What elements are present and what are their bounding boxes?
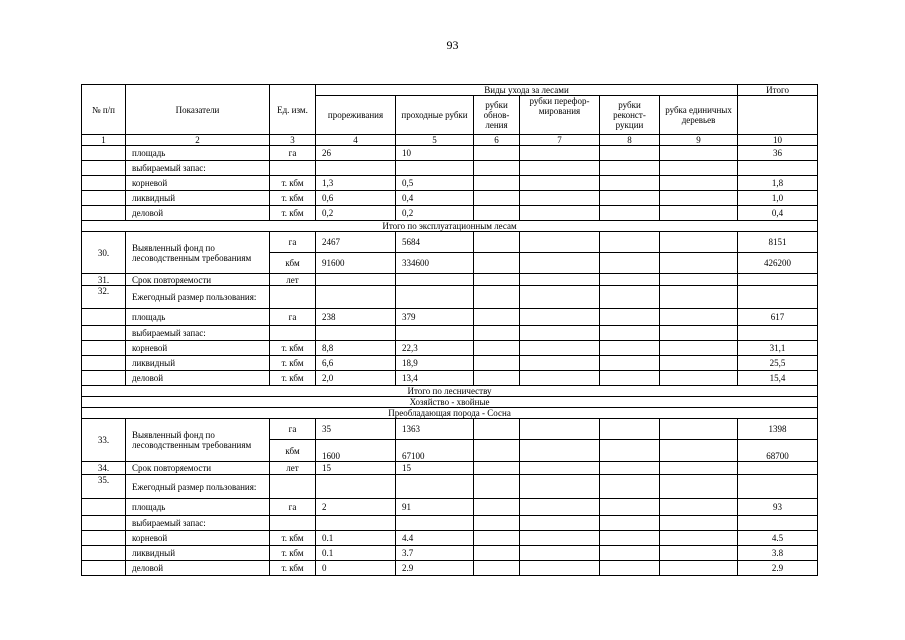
table-row — [82, 161, 818, 176]
total-cell: 25,5 — [738, 356, 818, 371]
section-row — [82, 386, 818, 397]
value-cell: 379 — [396, 309, 474, 326]
table-row — [82, 206, 818, 221]
value-cell: 15 — [316, 462, 396, 475]
row-unit: лет — [270, 274, 316, 286]
row-label: выбираемый запас: — [126, 516, 270, 531]
total-cell: 93 — [738, 499, 818, 516]
value-cell: 5684 — [396, 232, 474, 253]
row-unit: т. кбм — [270, 371, 316, 386]
total-cell: 1,0 — [738, 191, 818, 206]
row-unit: кбм — [270, 253, 316, 274]
value-cell: 6,6 — [316, 356, 396, 371]
col-number: 9 — [660, 135, 738, 146]
row-unit: т. кбм — [270, 546, 316, 561]
value-cell: 1600 — [316, 440, 396, 462]
row-label: площадь — [126, 499, 270, 516]
total-cell: 36 — [738, 146, 818, 161]
table-row — [82, 191, 818, 206]
header-total: Итого — [738, 85, 818, 96]
row-number: 31. — [82, 274, 126, 286]
value-cell: 0,2 — [316, 206, 396, 221]
row-unit: га — [270, 309, 316, 326]
row-number: 34. — [82, 462, 126, 475]
header-row — [82, 85, 818, 96]
row-label: площадь — [126, 146, 270, 161]
header-type: прореживания — [316, 96, 396, 135]
col-number: 2 — [126, 135, 270, 146]
header-num: № п/п — [82, 85, 126, 135]
col-number: 1 — [82, 135, 126, 146]
row-unit: га — [270, 146, 316, 161]
col-number: 8 — [600, 135, 660, 146]
section-title: Итого по эксплуатационным лесам — [82, 221, 818, 232]
header-type: рубки перефор-мирования — [520, 96, 600, 135]
row-label: ликвидный — [126, 546, 270, 561]
row-unit: т. кбм — [270, 356, 316, 371]
col-number: 4 — [316, 135, 396, 146]
column-numbers-row — [82, 135, 818, 146]
table-row — [82, 371, 818, 386]
row-unit: га — [270, 499, 316, 516]
value-cell: 2.9 — [396, 561, 474, 576]
value-cell: 26 — [316, 146, 396, 161]
value-cell: 22,3 — [396, 341, 474, 356]
table-row — [82, 356, 818, 371]
header-unit: Ед. изм. — [270, 85, 316, 135]
col-number: 3 — [270, 135, 316, 146]
row-label: Ежегодный размер пользования: — [126, 286, 270, 309]
header-group: Виды ухода за лесами — [316, 85, 738, 96]
section-row — [82, 397, 818, 408]
table-row — [82, 326, 818, 341]
section-row — [82, 408, 818, 419]
value-cell: 18,9 — [396, 356, 474, 371]
value-cell: 1363 — [396, 419, 474, 440]
total-cell: 68700 — [738, 440, 818, 462]
row-unit: т. кбм — [270, 191, 316, 206]
table-row — [82, 146, 818, 161]
table-row — [82, 274, 818, 286]
row-label: Срок повторяемости — [126, 274, 270, 286]
value-cell: 0 — [316, 561, 396, 576]
row-label: деловой — [126, 206, 270, 221]
table-row — [82, 531, 818, 546]
total-cell: 1,8 — [738, 176, 818, 191]
value-cell: 35 — [316, 419, 396, 440]
row-label: деловой — [126, 371, 270, 386]
table-row — [82, 561, 818, 576]
value-cell: 67100 — [396, 440, 474, 462]
total-cell: 617 — [738, 309, 818, 326]
total-cell: 31,1 — [738, 341, 818, 356]
table-row — [82, 419, 818, 440]
value-cell: 0,6 — [316, 191, 396, 206]
row-label: площадь — [126, 309, 270, 326]
header-indicator: Показатели — [126, 85, 270, 135]
total-cell: 15,4 — [738, 371, 818, 386]
row-label: деловой — [126, 561, 270, 576]
total-cell: 8151 — [738, 232, 818, 253]
value-cell: 2467 — [316, 232, 396, 253]
section-title: Преобладающая порода - Сосна — [82, 408, 818, 419]
value-cell: 238 — [316, 309, 396, 326]
value-cell: 15 — [396, 462, 474, 475]
page-number: 93 — [446, 38, 459, 52]
header-empty — [738, 96, 818, 135]
value-cell: 91 — [396, 499, 474, 516]
row-number: 35. — [82, 475, 126, 499]
col-number: 5 — [396, 135, 474, 146]
row-unit: т. кбм — [270, 206, 316, 221]
table-row — [82, 475, 818, 499]
total-cell: 426200 — [738, 253, 818, 274]
row-unit: т. кбм — [270, 176, 316, 191]
value-cell: 91600 — [316, 253, 396, 274]
value-cell: 334600 — [396, 253, 474, 274]
value-cell: 0.1 — [316, 546, 396, 561]
row-label: Выявленный фонд по лесоводственным требованиям — [126, 232, 270, 274]
row-label: выбираемый запас: — [126, 161, 270, 176]
total-cell: 1398 — [738, 419, 818, 440]
total-cell: 4.5 — [738, 531, 818, 546]
table-row — [82, 516, 818, 531]
table-row — [82, 286, 818, 309]
row-number: 30. — [82, 232, 126, 274]
value-cell: 3.7 — [396, 546, 474, 561]
row-label: выбираемый запас: — [126, 326, 270, 341]
col-number: 6 — [474, 135, 520, 146]
value-cell: 0,5 — [396, 176, 474, 191]
row-label: Ежегодный размер пользования: — [126, 475, 270, 499]
col-number: 7 — [520, 135, 600, 146]
table-row — [82, 462, 818, 475]
forest-care-table — [81, 84, 818, 576]
row-label: Срок повторяемости — [126, 462, 270, 475]
row-number: 32. — [82, 286, 126, 309]
row-unit: т. кбм — [270, 561, 316, 576]
value-cell: 10 — [396, 146, 474, 161]
section-title: Итого по лесничеству — [82, 386, 818, 397]
row-unit: лет — [270, 462, 316, 475]
section-row — [82, 221, 818, 232]
value-cell: 0,2 — [396, 206, 474, 221]
value-cell: 0,4 — [396, 191, 474, 206]
table-row — [82, 341, 818, 356]
total-cell: 2.9 — [738, 561, 818, 576]
header-type: рубки обнов-ления — [474, 96, 520, 135]
table-row — [82, 232, 818, 253]
row-label: корневой — [126, 531, 270, 546]
total-cell: 3.8 — [738, 546, 818, 561]
value-cell: 4.4 — [396, 531, 474, 546]
row-label: Выявленный фонд по лесоводственным требованиям — [126, 419, 270, 462]
row-number: 33. — [82, 419, 126, 462]
row-label: корневой — [126, 176, 270, 191]
table-row — [82, 499, 818, 516]
section-title: Хозяйство - хвойные — [82, 397, 818, 408]
row-unit: т. кбм — [270, 341, 316, 356]
row-unit: га — [270, 232, 316, 253]
header-type: рубки реконст-рукции — [600, 96, 660, 135]
row-label: ликвидный — [126, 191, 270, 206]
row-label: ликвидный — [126, 356, 270, 371]
row-label: корневой — [126, 341, 270, 356]
value-cell: 13,4 — [396, 371, 474, 386]
header-type: рубка единичных деревьев — [660, 96, 738, 135]
total-cell: 0,4 — [738, 206, 818, 221]
table-row — [82, 176, 818, 191]
table-row — [82, 546, 818, 561]
value-cell: 2,0 — [316, 371, 396, 386]
row-unit: га — [270, 419, 316, 440]
table-row — [82, 309, 818, 326]
value-cell: 1,3 — [316, 176, 396, 191]
col-number: 10 — [738, 135, 818, 146]
header-type: проходные рубки — [396, 96, 474, 135]
value-cell: 2 — [316, 499, 396, 516]
row-unit: т. кбм — [270, 531, 316, 546]
value-cell: 0.1 — [316, 531, 396, 546]
value-cell: 8,8 — [316, 341, 396, 356]
row-unit: кбм — [270, 440, 316, 462]
